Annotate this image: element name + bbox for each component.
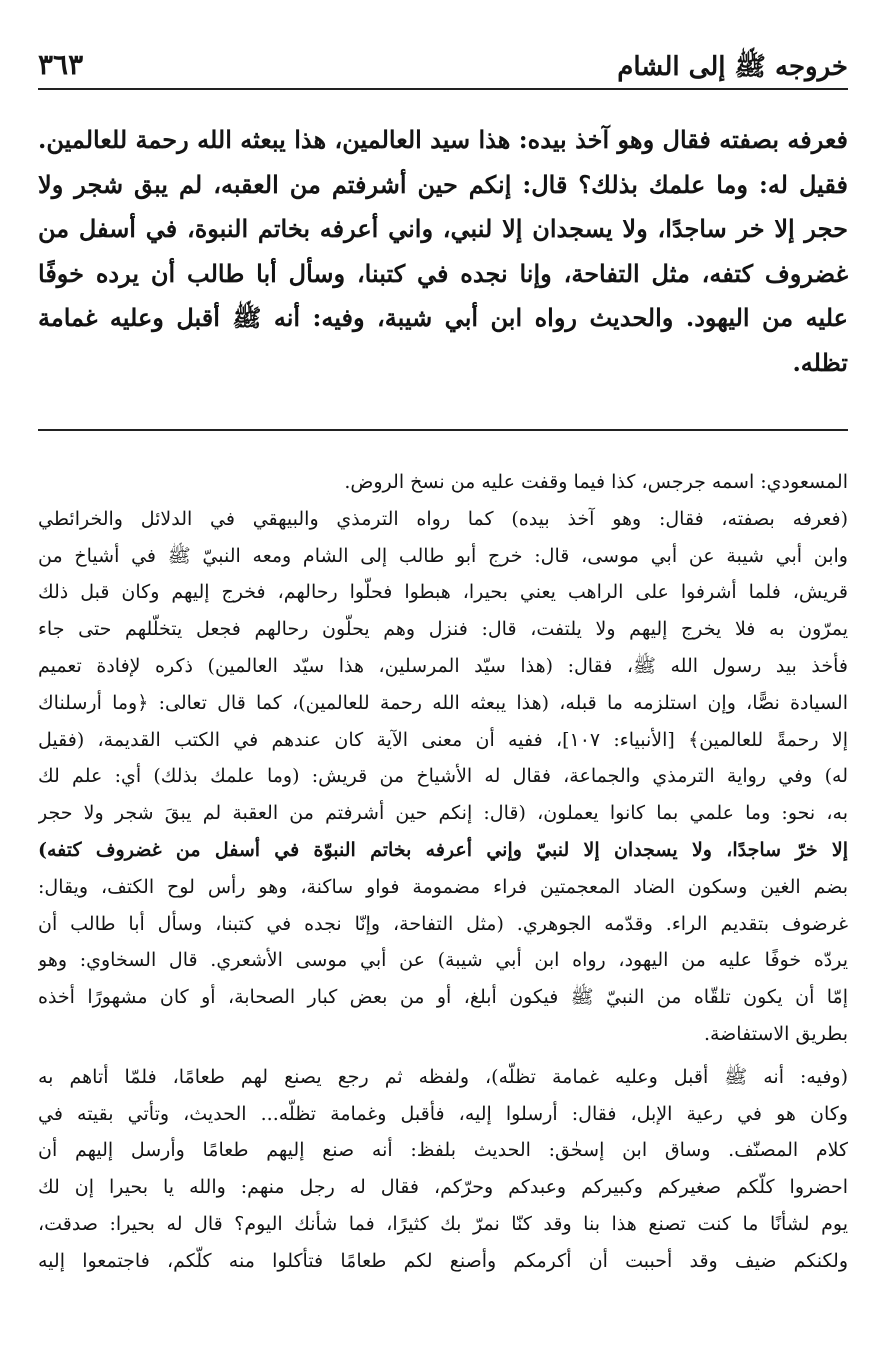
commentary-line: (فعرفه بصفته، فقال: وهو آخذ بيده) كما رواه الترمذي والبيهقي في الدلائل والخرائطي bbox=[38, 507, 848, 530]
commentary-line: وكان هو في رعية الإبل، فقال: أرسلوا إليه، فأقبل وغمامة تظلّه... الحديث، وتأتي بقيته في bbox=[38, 1102, 848, 1125]
page-number: ٣٦٣ bbox=[38, 48, 84, 81]
commentary-line: فأخذ بيد رسول الله ﷺ، فقال: (هذا سيّد المرسلين، هذا سيّد العالمين) ذكره لإفادة تعميم bbox=[38, 654, 848, 677]
commentary-line: يوم لشأنًا ما كنت تصنع هذا بنا وقد كنّا نمرّ بك كثيرًا، فما شأنك اليوم؟ قال له بحيرا: صدقت، bbox=[38, 1212, 848, 1235]
commentary-line: (وفيه: أنه ﷺ أقبل وعليه غمامة تظلّه)، ولفظه ثم رجع يصنع لهم طعامًا، فلمّا أتاهم به bbox=[38, 1065, 848, 1088]
footnote-divider bbox=[38, 429, 848, 431]
commentary-line: له) وفي رواية الترمذي والجماعة، فقال له الأشياخ من قريش: (وما علمك بذلك) أي: علم لك bbox=[38, 765, 848, 788]
book-page bbox=[38, 40, 848, 1340]
commentary-line: يردّه خوفًا عليه من اليهود، رواه ابن أبي شيبة) عن أبي موسى الأشعري. قال السخاوي: وهو bbox=[38, 949, 848, 972]
main-text bbox=[38, 118, 848, 385]
commentary-line: يمرّون به فلا يخرج إليهم ولا يلتفت، قال: فنزل وهم يحلّون رحالهم فجعل يتخلّلهم حتى جاء bbox=[38, 618, 848, 641]
commentary-line: احضروا كلّكم صغيركم وكبيركم وعبدكم وحرّكم، فقال له رجل منهم: والله يا بحيرا إن لك bbox=[38, 1176, 848, 1199]
main-text-line: فقيل له: وما علمك بذلك؟ قال: إنكم حين أشرفتم من العقبه، لم يبق شجر ولا bbox=[38, 169, 848, 199]
commentary-line: وابن أبي شيبة عن أبي موسى، قال: خرج أبو طالب إلى الشام ومعه النبيّ ﷺ في أشياخ من bbox=[38, 544, 848, 567]
commentary-line: المسعودي: اسمه جرجس، كذا فيما وقفت عليه من نسخ الروض. bbox=[344, 471, 848, 493]
commentary-line: غرضوف بتقديم الراء. وقدّمه الجوهري. (مثل التفاحة، وإنّا نجده في كتبنا، وسأل أبا طالب أن bbox=[38, 912, 848, 935]
page-header bbox=[38, 40, 848, 86]
main-text-line: تظله. bbox=[792, 347, 848, 377]
commentary-line: كلام المصنّف. وساق ابن إسحٰق: الحديث بلفظ: أنه صنع إليهم طعامًا وأرسل إليهم أن bbox=[38, 1139, 848, 1162]
main-text-line: عليه من اليهود. والحديث رواه ابن أبي شيبة، وفيه: أنه ﷺ أقبل وعليه غمامة bbox=[38, 303, 848, 332]
commentary-line: ولكنكم ضيف وقد أحببت أن أكرمكم وأصنع لكم طعامًا فتأكلوا منه كلّكم، فاجتمعوا إليه bbox=[38, 1249, 848, 1272]
commentary-line: إلا رحمةً للعالمين﴾ [الأنبياء: ١٠٧]، ففيه أن معنى الآية كان عندهم في الكتب القديمة، (فقيل bbox=[38, 728, 848, 751]
main-text-line: غضروف كتفه، مثل التفاحة، وإنا نجده في كتبنا، وسأل أبا طالب أن يرده خوفًا bbox=[38, 258, 848, 288]
commentary bbox=[38, 464, 848, 1280]
commentary-line: إلا خرّ ساجدًا، ولا يسجدان إلا لنبيّ وإني أعرفه بخاتم النبوّة في أسفل من غضروف كتفه) bbox=[38, 838, 848, 861]
running-title: خروجه ﷺ إلى الشام bbox=[617, 52, 848, 82]
commentary-line: به، نحو: وما علمي بما كانوا يعملون، (قال: إنكم حين أشرفتم من العقبة لم يبقَ شجر ولا حجر bbox=[38, 802, 848, 825]
main-text-line: حجر إلا خر ساجدًا، ولا يسجدان إلا لنبي، واني أعرفه بخاتم النبوة، في أسفل من bbox=[38, 214, 848, 243]
main-text-line: فعرفه بصفته فقال وهو آخذ بيده: هذا سيد العالمين، هذا يبعثه الله رحمة للعالمين. bbox=[38, 125, 848, 154]
commentary-line: قريش، فلما أشرفوا على الراهب يعني بحيرا، هبطوا فحلّوا رحالهم، فخرج إليهم وكان قبل ذلك bbox=[38, 581, 848, 604]
commentary-line: بطريق الاستفاضة. bbox=[703, 1022, 848, 1045]
commentary-line: إمّا أن يكون تلقّاه من النبيّ ﷺ فيكون أبلغ، أو من بعض كبار الصحابة، أو كان مشهورًا أخذه bbox=[38, 986, 848, 1009]
header-rule bbox=[38, 88, 848, 90]
commentary-line: السيادة نصًّا، وإن استلزمه ما قبله، (هذا يبعثه الله رحمة للعالمين)، كما قال تعالى: ﴿وما أرسلناك bbox=[38, 691, 848, 714]
commentary-line: بضم الغين وسكون الضاد المعجمتين فراء مضمومة فواو ساكنة، وهو رأس لوح الكتف، ويقال: bbox=[38, 875, 848, 898]
